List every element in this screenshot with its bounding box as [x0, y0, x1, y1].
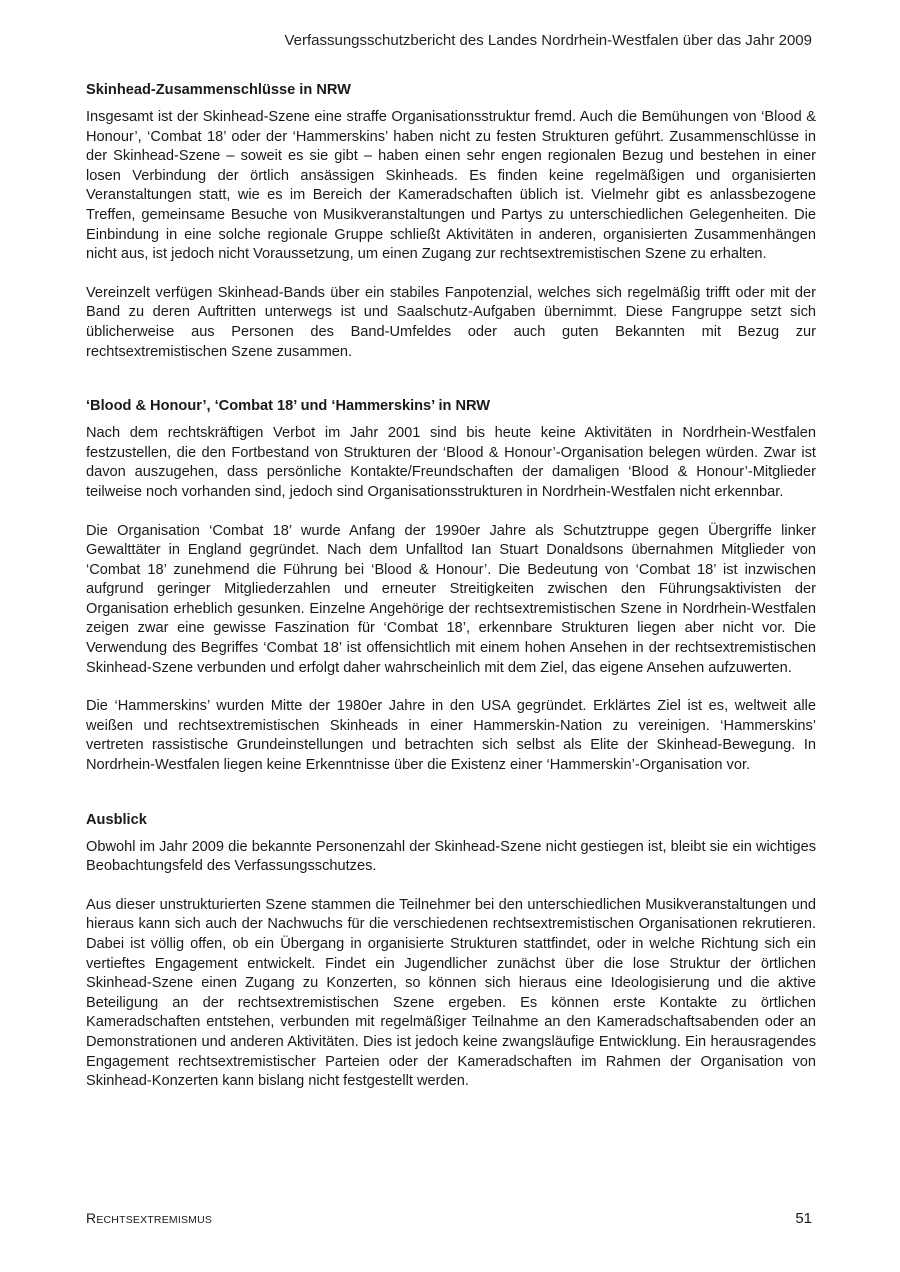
footer-label-rest: ECHTSEXTREMISMUS: [96, 1214, 213, 1226]
section-ausblick: [86, 810, 816, 1092]
running-header-title: Verfassungsschutzbericht des Landes Nordrhein-Westfalen über das Jahr 2009: [284, 32, 812, 49]
paragraph: Aus dieser unstrukturierten Szene stammen die Teilnehmer bei den unterschiedlichen Musikveranstaltungen und hieraus kann sich auch der Nachwuchs für die verschiedenen rechtsextremistischen Organisationen rekrutieren. Dabei ist völlig offen, ob ein Übergang in organisierte Strukturen stattfindet, oder in welche Richtung sich ein vertieftes Engagement entwickelt. Findet ein Jugendlicher zunächst über die lose Struktur der örtlichen Skinhead-Szene einen Zugang zu Konzerten, so können sich hieraus eine Ideologisierung und die aktive Beteiligung an der rechtsextremistischen Szene ergeben. Es können erste Kontakte zu örtlichen Kameradschaften entstehen, verbunden mit regelmäßiger Teilnahme an den Kameradschaftsabenden oder an Demonstrationen und anderen Aktivitäten. Dies ist jedoch keine zwangsläufige Entwicklung. Ein herausragendes Engagement rechtsextremistischer Parteien oder der Kameradschaften im Rahmen der Organisation von Skinhead-Konzerten kann bislang nicht festgestellt werden.: [86, 896, 816, 1090]
paragraph: Insgesamt ist der Skinhead-Szene eine straffe Organisationsstruktur fremd. Auch die Bemühungen von ‘Blood & Honour’, ‘Combat 18’ oder der ‘Hammerskins’ haben nicht zu festen Strukturen geführt. Zusammenschlüsse in der Skinhead-Szene – soweit es sie gibt – haben einen sehr engen regionalen Bezug und bestehen in einer losen Verbindung der örtlich ansässigen Skinheads. Es finden keine regelmäßigen und organisierten Veranstaltungen statt, wie es im Bereich der Kameradschaften üblich ist. Vielmehr gibt es anlassbezogene Treffen, gemeinsame Besuche von Musikveranstaltungen und Partys zu unterschiedlichen Gelegenheiten. Die Einbindung in eine solche regionale Gruppe schließt Aktivitäten in anderen, organisierten Zusammenhängen nicht aus, ist jedoch nicht Voraussetzung, um einen Zugang zur rechtsextremistischen Szene zu erhalten.: [86, 109, 816, 263]
page-number: 51: [795, 1210, 812, 1227]
section-heading: Ausblick: [86, 811, 147, 828]
paragraph: Nach dem rechtskräftigen Verbot im Jahr 2001 sind bis heute keine Aktivitäten in Nordrhein-Westfalen festzustellen, die den Fortbestand von Strukturen der ‘Blood & Honour’-Organisation belegen würden. Zwar ist davon auszugehen, dass persönliche Kontakte/Freundschaften der damaligen ‘Blood & Honour’-Mitglieder teilweise noch vorhanden sind, jedoch sind Organisationsstrukturen in Nordrhein-Westfalen nicht erkennbar.: [86, 425, 816, 500]
footer-label-initial: R: [86, 1210, 97, 1226]
footer-section-label: [86, 1210, 212, 1226]
document-body: [86, 80, 816, 1111]
paragraph: Obwohl im Jahr 2009 die bekannte Personenzahl der Skinhead-Szene nicht gestiegen ist, bleibt sie ein wichtiges Beobachtungsfeld des Verfassungsschutzes.: [86, 838, 816, 875]
section-heading: Skinhead-Zusammenschlüsse in NRW: [86, 82, 351, 98]
section-heading: ‘Blood & Honour’, ‘Combat 18’ und ‘Hammerskins’ in NRW: [86, 398, 491, 415]
paragraph: Die ‘Hammerskins’ wurden Mitte der 1980er Jahre in den USA gegründet. Erklärtes Ziel ist es, weltweit alle weißen und rechtsextremistischen Skinheads in einer Hammerskin-Nation zu vereinigen. ‘Hammerskins’ vertreten rassistische Grundeinstellungen und betrachten sich selbst als Elite der Skinhead-Bewegung. In Nordrhein-Westfalen liegen keine Erkenntnisse über die Existenz einer ‘Hammerskin’-Organisation vor.: [86, 698, 816, 774]
section-blood-honour-combat18-hammerskins: [86, 396, 816, 776]
paragraph: Vereinzelt verfügen Skinhead-Bands über ein stabiles Fanpotenzial, welches sich regelmäßig trifft oder mit der Band zu deren Auftritten unterwegs ist und Saalschutz-Aufgaben übernimmt. Diese Fangruppe setzt sich üblicherweise aus Personen des Band-Umfeldes oder auch guten Bekannten mit Bezug zur rechtsextremistischen Szene zusammen.: [86, 284, 816, 360]
section-skinhead-zusammenschluesse: [86, 80, 816, 362]
paragraph: Die Organisation ‘Combat 18’ wurde Anfang der 1990er Jahre als Schutztruppe gegen Übergriffe linker Gewalttäter in England gegründet. Nach dem Unfalltod Ian Stuart Donaldsons übernahmen Mitglieder von ‘Combat 18’ zunehmend die Führung bei ‘Blood & Honour’. Die Bedeutung von ‘Combat 18’ ist inzwischen aufgrund geringer Mitgliederzahlen und erneuter Streitigkeiten zwischen den Führungsaktivisten der Organisation erheblich gesunken. Einzelne Angehörige der rechtsextremistischen Szene in Nordrhein-Westfalen zeigen zwar eine gewisse Faszination für ‘Combat 18’, erkennbare Strukturen liegen aber nicht vor. Die Verwendung des Begriffes ‘Combat 18’ ist offensichtlich mit einem hohen Ansehen in der rechtsextremistischen Skinhead-Szene verbunden und erfolgt daher wahrscheinlich mit dem Ziel, das eigene Ansehen aufzuwerten.: [86, 522, 816, 676]
